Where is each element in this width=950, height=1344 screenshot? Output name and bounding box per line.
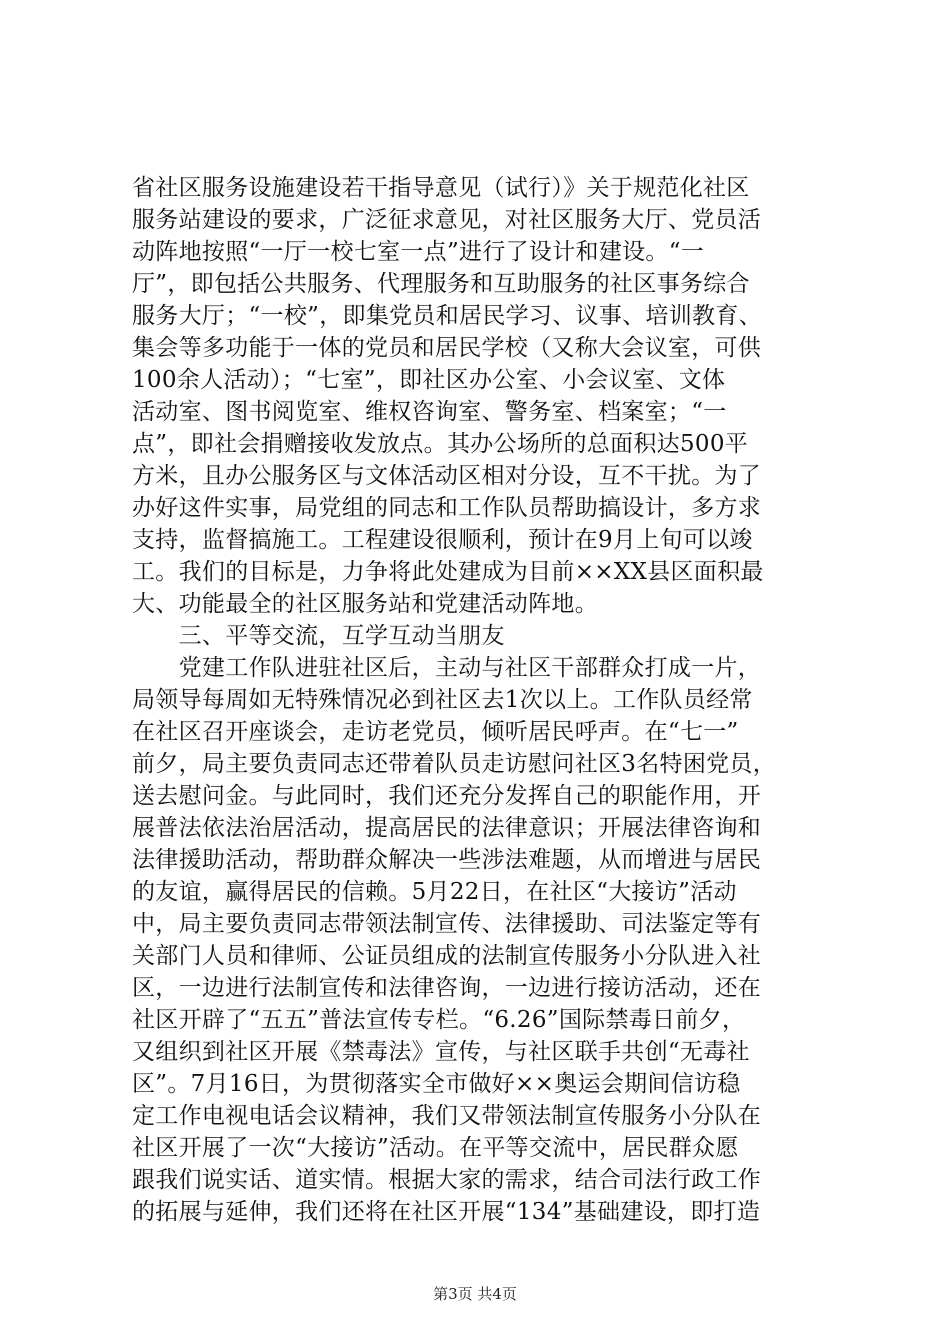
text-line: 区”。7月16日，为贯彻落实全市做好××奥运会期间信访稳 xyxy=(132,1071,741,1097)
text-line: 100余人活动）；“七室”，即社区办公室、小会议室、文体 xyxy=(132,367,726,393)
text-line: 展普法依法治居活动，提高居民的法律意识；开展法律咨询和 xyxy=(132,815,762,841)
text-line: 党建工作队进驻社区后，主动与社区干部群众打成一片， xyxy=(132,655,762,681)
text-line: 省社区服务设施建设若干指导意见（试行）》关于规范化社区 xyxy=(132,175,750,201)
text-line: 关部门人员和律师、公证员组成的法制宣传服务小分队进入社 xyxy=(132,943,762,969)
text-line: 方米，且办公服务区与文体活动区相对分设，互不干扰。为了 xyxy=(132,463,762,489)
text-line: 服务大厅；“一校”，即集党员和居民学习、议事、培训教育、 xyxy=(132,303,762,329)
text-line: 跟我们说实话、道实情。根据大家的需求，结合司法行政工作 xyxy=(132,1167,762,1193)
text-line: 点”，即社会捐赠接收发放点。其办公场所的总面积达500平 xyxy=(132,431,749,457)
text-line: 的友谊，赢得居民的信赖。5月22日，在社区“大接访”活动 xyxy=(132,879,737,905)
text-line: 办好这件实事，局党组的同志和工作队员帮助搞设计，多方求 xyxy=(132,495,762,521)
text-line: 动阵地按照“一厅一校七室一点”进行了设计和建设。“一 xyxy=(132,239,705,265)
text-line: 社区开展了一次“大接访”活动。在平等交流中，居民群众愿 xyxy=(132,1135,739,1161)
text-line: 区，一边进行法制宣传和法律咨询，一边进行接访活动，还在 xyxy=(132,975,762,1001)
text-line: 前夕，局主要负责同志还带着队员走访慰问社区3名特困党员， xyxy=(132,751,777,777)
text-line: 支持，监督搞施工。工程建设很顺利，预计在9月上旬可以竣 xyxy=(132,527,753,553)
text-line: 厅”，即包括公共服务、代理服务和互助服务的社区事务综合 xyxy=(132,271,750,297)
text-line: 定工作电视电话会议精神，我们又带领法制宣传服务小分队在 xyxy=(132,1103,762,1129)
text-line: 服务站建设的要求，广泛征求意见，对社区服务大厅、党员活 xyxy=(132,207,762,233)
text-line: 三、平等交流，互学互动当朋友 xyxy=(132,623,505,649)
text-line: 集会等多功能于一体的党员和居民学校（又称大会议室，可供 xyxy=(132,335,762,361)
text-line: 的拓展与延伸，我们还将在社区开展“134”基础建设，即打造 xyxy=(132,1199,761,1225)
text-line: 送去慰问金。与此同时，我们还充分发挥自己的职能作用，开 xyxy=(132,783,762,809)
page-footer: 第3页 共4页 xyxy=(433,1285,517,1303)
text-line: 法律援助活动，帮助群众解决一些涉法难题，从而增进与居民 xyxy=(132,847,762,873)
text-line: 大、功能最全的社区服务站和党建活动阵地。 xyxy=(132,591,598,617)
text-line: 中，局主要负责同志带领法制宣传、法律援助、司法鉴定等有 xyxy=(132,911,762,937)
text-line: 在社区召开座谈会，走访老党员，倾听居民呼声。在“七一” xyxy=(132,719,739,745)
text-line: 社区开辟了“五五”普法宣传专栏。“6.26”国际禁毒日前夕， xyxy=(132,1007,746,1033)
text-line: 活动室、图书阅览室、维权咨询室、警务室、档案室；“一 xyxy=(132,399,727,425)
document-body xyxy=(132,172,822,1228)
text-line: 工。我们的目标是，力争将此处建成为目前××XX县区面积最 xyxy=(132,559,764,585)
text-line: 又组织到社区开展《禁毒法》宣传，与社区联手共创“无毒社 xyxy=(132,1039,750,1065)
text-line: 局领导每周如无特殊情况必到社区去1次以上。工作队员经常 xyxy=(132,687,753,713)
